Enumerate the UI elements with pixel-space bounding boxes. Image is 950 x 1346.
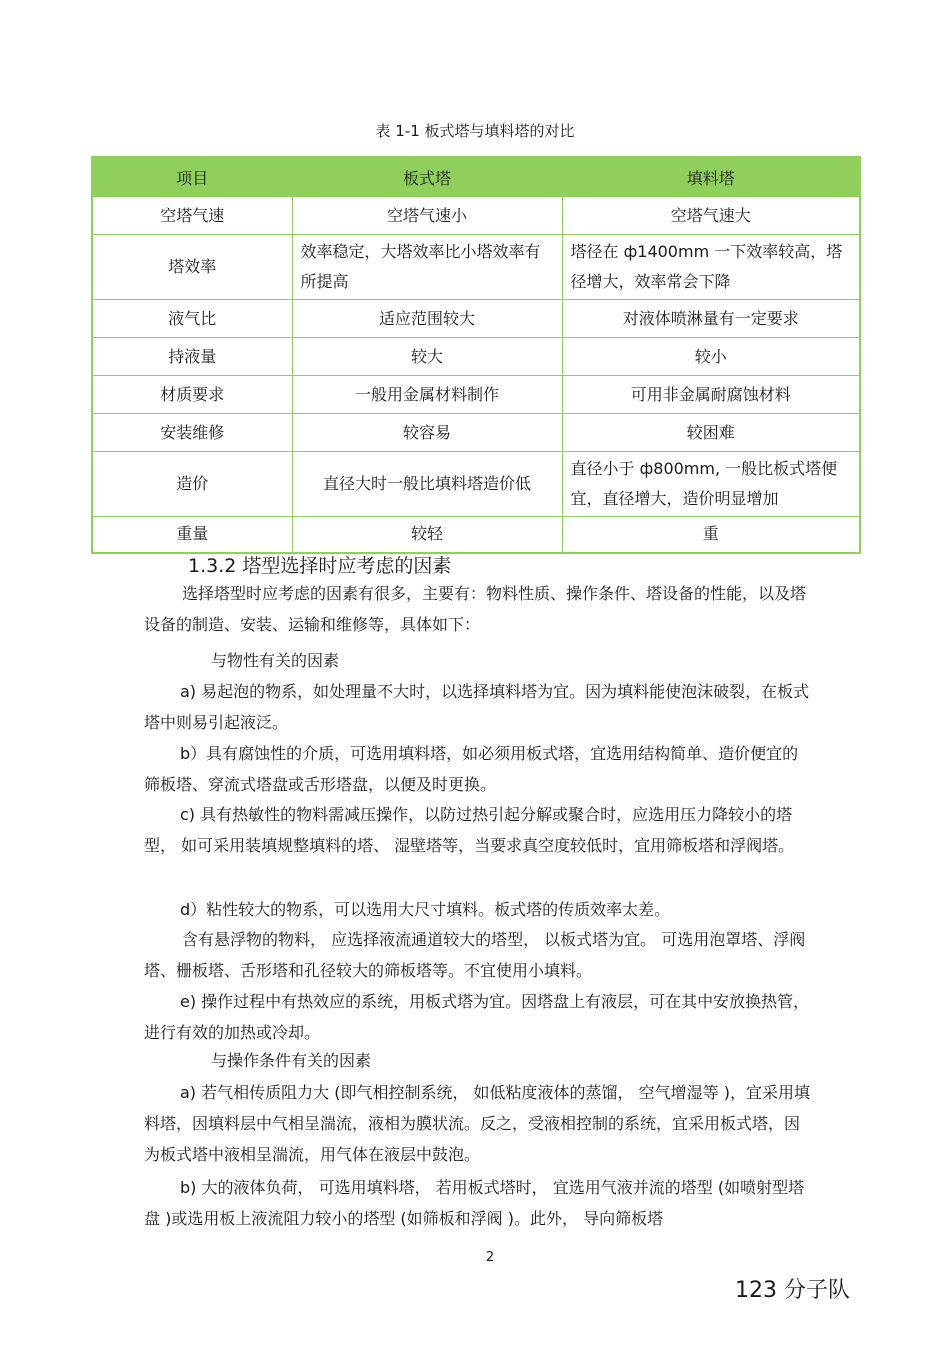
table-row: [92, 414, 860, 452]
table-row: [92, 197, 860, 235]
table-cell: 塔效率: [92, 235, 292, 300]
table-cell: 对液体喷淋量有一定要求: [562, 300, 860, 338]
section-title: 1.3.2 塔型选择时应考虑的因素: [188, 555, 452, 577]
table-cell: 可用非金属耐腐蚀材料: [562, 376, 860, 414]
paragraph-item-a: a) 易起泡的物系，如处理量不大时，以选择填料塔为宜。因为填料能使泡沫破裂，在板式塔中则易引起液泛。: [144, 682, 810, 732]
table-cell: 一般用金属材料制作: [292, 376, 562, 414]
table-cell: 适应范围较大: [292, 300, 562, 338]
comparison-table: [91, 156, 861, 554]
paragraph-item-d: d）粘性较大的物系，可以选用大尺寸填料。板式塔的传质效率太差。: [180, 900, 671, 919]
paragraph-cond-a: a) 若气相传质阻力大 (即气相控制系统， 如低粘度液体的蒸馏， 空气增湿等 )，宜采用填料塔，因填料层中气相呈湍流，液相为膜状流。反之，受液相控制的系统，宜采用板式塔，因为板式塔中液相呈湍流，用气体在液层中鼓泡。: [144, 1083, 810, 1164]
table-cell: 塔径在 ф1400mm 一下效率较高，塔径增大，效率常会下降: [562, 235, 860, 300]
paragraph-item-c: c) 具有热敏性的物料需减压操作，以防过热引起分解或聚合时，应选用压力降较小的塔型， 如可采用装填规整填料的塔、 湿壁塔等，当要求真空度较低时，宜用筛板塔和浮阀塔。: [144, 805, 795, 855]
table-row: [92, 338, 860, 376]
table-cell: 较大: [292, 338, 562, 376]
brand-watermark: 123 分子队: [735, 1278, 850, 1303]
paragraph-item-e: e) 操作过程中有热效应的系统，用板式塔为宜。因塔盘上有液层，可在其中安放换热管，进行有效的加热或冷却。: [144, 992, 810, 1042]
table-caption: 表 1-1 板式塔与填料塔的对比: [375, 122, 575, 140]
table-cell: 液气比: [92, 300, 292, 338]
table-cell: 较容易: [292, 414, 562, 452]
table-row: [92, 517, 860, 553]
table-cell: 直径小于 ф800mm, 一般比板式塔便宜，直径增大，造价明显增加: [562, 452, 860, 517]
header-plate-tower: 板式塔: [292, 157, 562, 197]
table-cell: 重: [562, 517, 860, 553]
page-number: 2: [485, 1250, 495, 1265]
subheading-material-properties: 与物性有关的因素: [211, 651, 340, 670]
table-cell: 造价: [92, 452, 292, 517]
table-cell: 安装维修: [92, 414, 292, 452]
table-row: [92, 376, 860, 414]
table-cell: 空塔气速: [92, 197, 292, 235]
intro-paragraph: 选择塔型时应考虑的因素有很多，主要有：物料性质、操作条件、塔设备的性能，以及塔设备的制造、安装、运输和维修等，具体如下：: [144, 584, 807, 634]
table-cell: 直径大时一般比填料塔造价低: [292, 452, 562, 517]
paragraph-item-b: b）具有腐蚀性的介质，可选用填料塔，如必须用板式塔，宜选用结构简单、造价便宜的筛板塔、穿流式塔盘或舌形塔盘，以便及时更换。: [144, 744, 799, 794]
header-packed-tower: 填料塔: [562, 157, 860, 197]
table-cell: 材质要求: [92, 376, 292, 414]
table-header-row: [92, 157, 860, 197]
table-row: [92, 452, 860, 517]
table-cell: 较轻: [292, 517, 562, 553]
paragraph-suspended-solids: 含有悬浮物的物料， 应选择液流通道较大的塔型， 以板式塔为宜。 可选用泡罩塔、浮阀塔、栅板塔、舌形塔和孔径较大的筛板塔等。不宜使用小填料。: [144, 930, 806, 980]
subheading-operating-conditions: 与操作条件有关的因素: [211, 1051, 372, 1070]
table-cell: 较困难: [562, 414, 860, 452]
header-item: 项目: [92, 157, 292, 197]
table-cell: 重量: [92, 517, 292, 553]
paragraph-cond-b: b) 大的液体负荷， 可选用填料塔， 若用板式塔时， 宜选用气液并流的塔型 (如喷射型塔盘 )或选用板上液流阻力较小的塔型 (如筛板和浮阀 )。此外， 导向筛板塔: [144, 1178, 805, 1228]
table-cell: 持液量: [92, 338, 292, 376]
table-cell: 空塔气速大: [562, 197, 860, 235]
table-row: [92, 300, 860, 338]
table-cell: 效率稳定，大塔效率比小塔效率有所提高: [292, 235, 562, 300]
table-cell: 较小: [562, 338, 860, 376]
table-row: [92, 235, 860, 300]
table-cell: 空塔气速小: [292, 197, 562, 235]
